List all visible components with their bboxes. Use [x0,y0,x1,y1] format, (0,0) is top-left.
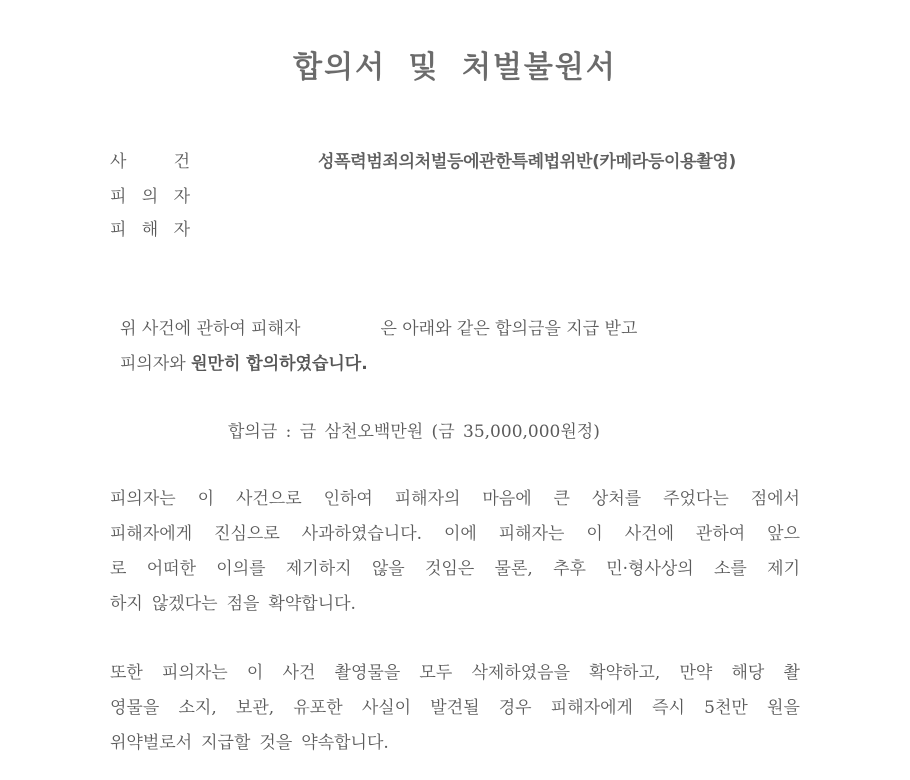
paragraph1-line [110,517,800,552]
word: 상처를 [591,489,642,509]
word: 촬 [783,663,800,683]
word: 사건에 [624,524,674,544]
word: 확약하고, [589,663,661,683]
word: 모두 [419,663,453,683]
word: 주었다는 [663,489,729,509]
intro-statement [120,312,637,382]
word: 유포한 [293,698,343,718]
word: 원을 [767,698,800,718]
word: 경우 [498,698,532,718]
word: 위약벌로서 [110,733,193,753]
word: 즉시 [652,698,685,718]
word: 어떠한 [146,559,196,579]
settlement-amount: 합의금 : 금 삼천오백만원 (금 35,000,000원정) [228,422,600,442]
word: 5천만 [704,698,748,718]
word: 추후 [553,559,586,579]
document-title: 합의서 및 처벌불원서 [293,50,617,85]
word: 관하여 [695,524,746,544]
word: 것을 [259,733,293,753]
label-char: 의 [141,187,159,207]
label-char: 해 [141,220,159,240]
label-char: 건 [173,152,190,172]
field-case-label [110,149,190,175]
word: 않을 [371,559,405,579]
deletion-pledge-paragraph [110,656,800,761]
label-char: 피 [110,187,127,207]
word: 사건 [282,663,316,683]
intro-emphasis: 원만히 합의하였습니다. [191,354,368,374]
word: 이 [197,489,215,509]
word: 사건으로 [235,489,302,509]
word: 피해자에게 [110,524,193,544]
paragraph1-line [110,587,800,622]
paragraph2-line [110,656,800,691]
word: 약속합니다. [301,733,389,753]
word: 제기 [767,559,800,579]
paragraph2-line [110,726,800,761]
paragraph1-line [110,482,800,517]
word: 큰 [553,489,570,509]
word: 소를 [714,559,747,579]
word: 지급할 [201,733,251,753]
word: 진심으로 [214,524,280,544]
word: 인하여 [323,489,373,509]
apology-paragraph [110,482,800,622]
word: 또한 [110,663,143,683]
word: 피해자의 [394,489,461,509]
word: 이에 [443,524,477,544]
word: 확약합니다. [268,594,356,614]
word: 이의를 [216,559,266,579]
field-suspect-label [110,184,190,210]
word: 민·형사상의 [606,559,694,579]
word: 것임은 [424,559,475,579]
label-char: 사 [110,152,127,172]
intro-text: 은 아래와 같은 합의금을 지급 받고 [380,319,638,339]
word: 촬영물을 [334,663,401,683]
word: 소지, [178,698,217,718]
word: 이 [246,663,264,683]
label-char: 자 [173,220,190,240]
word: 하지 [110,594,143,614]
word: 해당 [731,663,765,683]
intro-text: 위 사건에 관하여 피해자 [120,319,301,339]
word: 점에서 [750,489,800,509]
word: 보관, [235,698,275,718]
word: 삭제하였음을 [471,663,570,683]
paragraph1-line [110,552,800,587]
word: 이 [586,524,603,544]
word: 사실이 [361,698,412,718]
word: 영물을 [110,698,160,718]
word: 앞으 [767,524,800,544]
word: 만약 [679,663,713,683]
word: 점을 [226,594,260,614]
word: 피의자는 [162,663,228,683]
field-case-value: 성폭력범죄의처벌등에관한특례법위반(카메라등이용촬영) [318,152,736,172]
word: 않겠다는 [151,594,218,614]
label-char: 피 [110,220,127,240]
field-victim-label [110,217,190,243]
word: 사과하였습니다. [301,524,423,544]
word: 피해자에게 [550,698,633,718]
word: 마음에 [482,489,532,509]
word: 피해자는 [498,524,565,544]
intro-line-2 [120,347,637,382]
intro-line-1 [120,312,637,347]
word: 로 [110,559,127,579]
word: 물론, [494,559,533,579]
label-char: 자 [173,187,190,207]
word: 발견될 [430,698,480,718]
intro-text: 피의자와 [120,354,192,374]
word: 제기하지 [285,559,352,579]
word: 피의자는 [110,489,176,509]
paragraph2-line [110,691,800,726]
